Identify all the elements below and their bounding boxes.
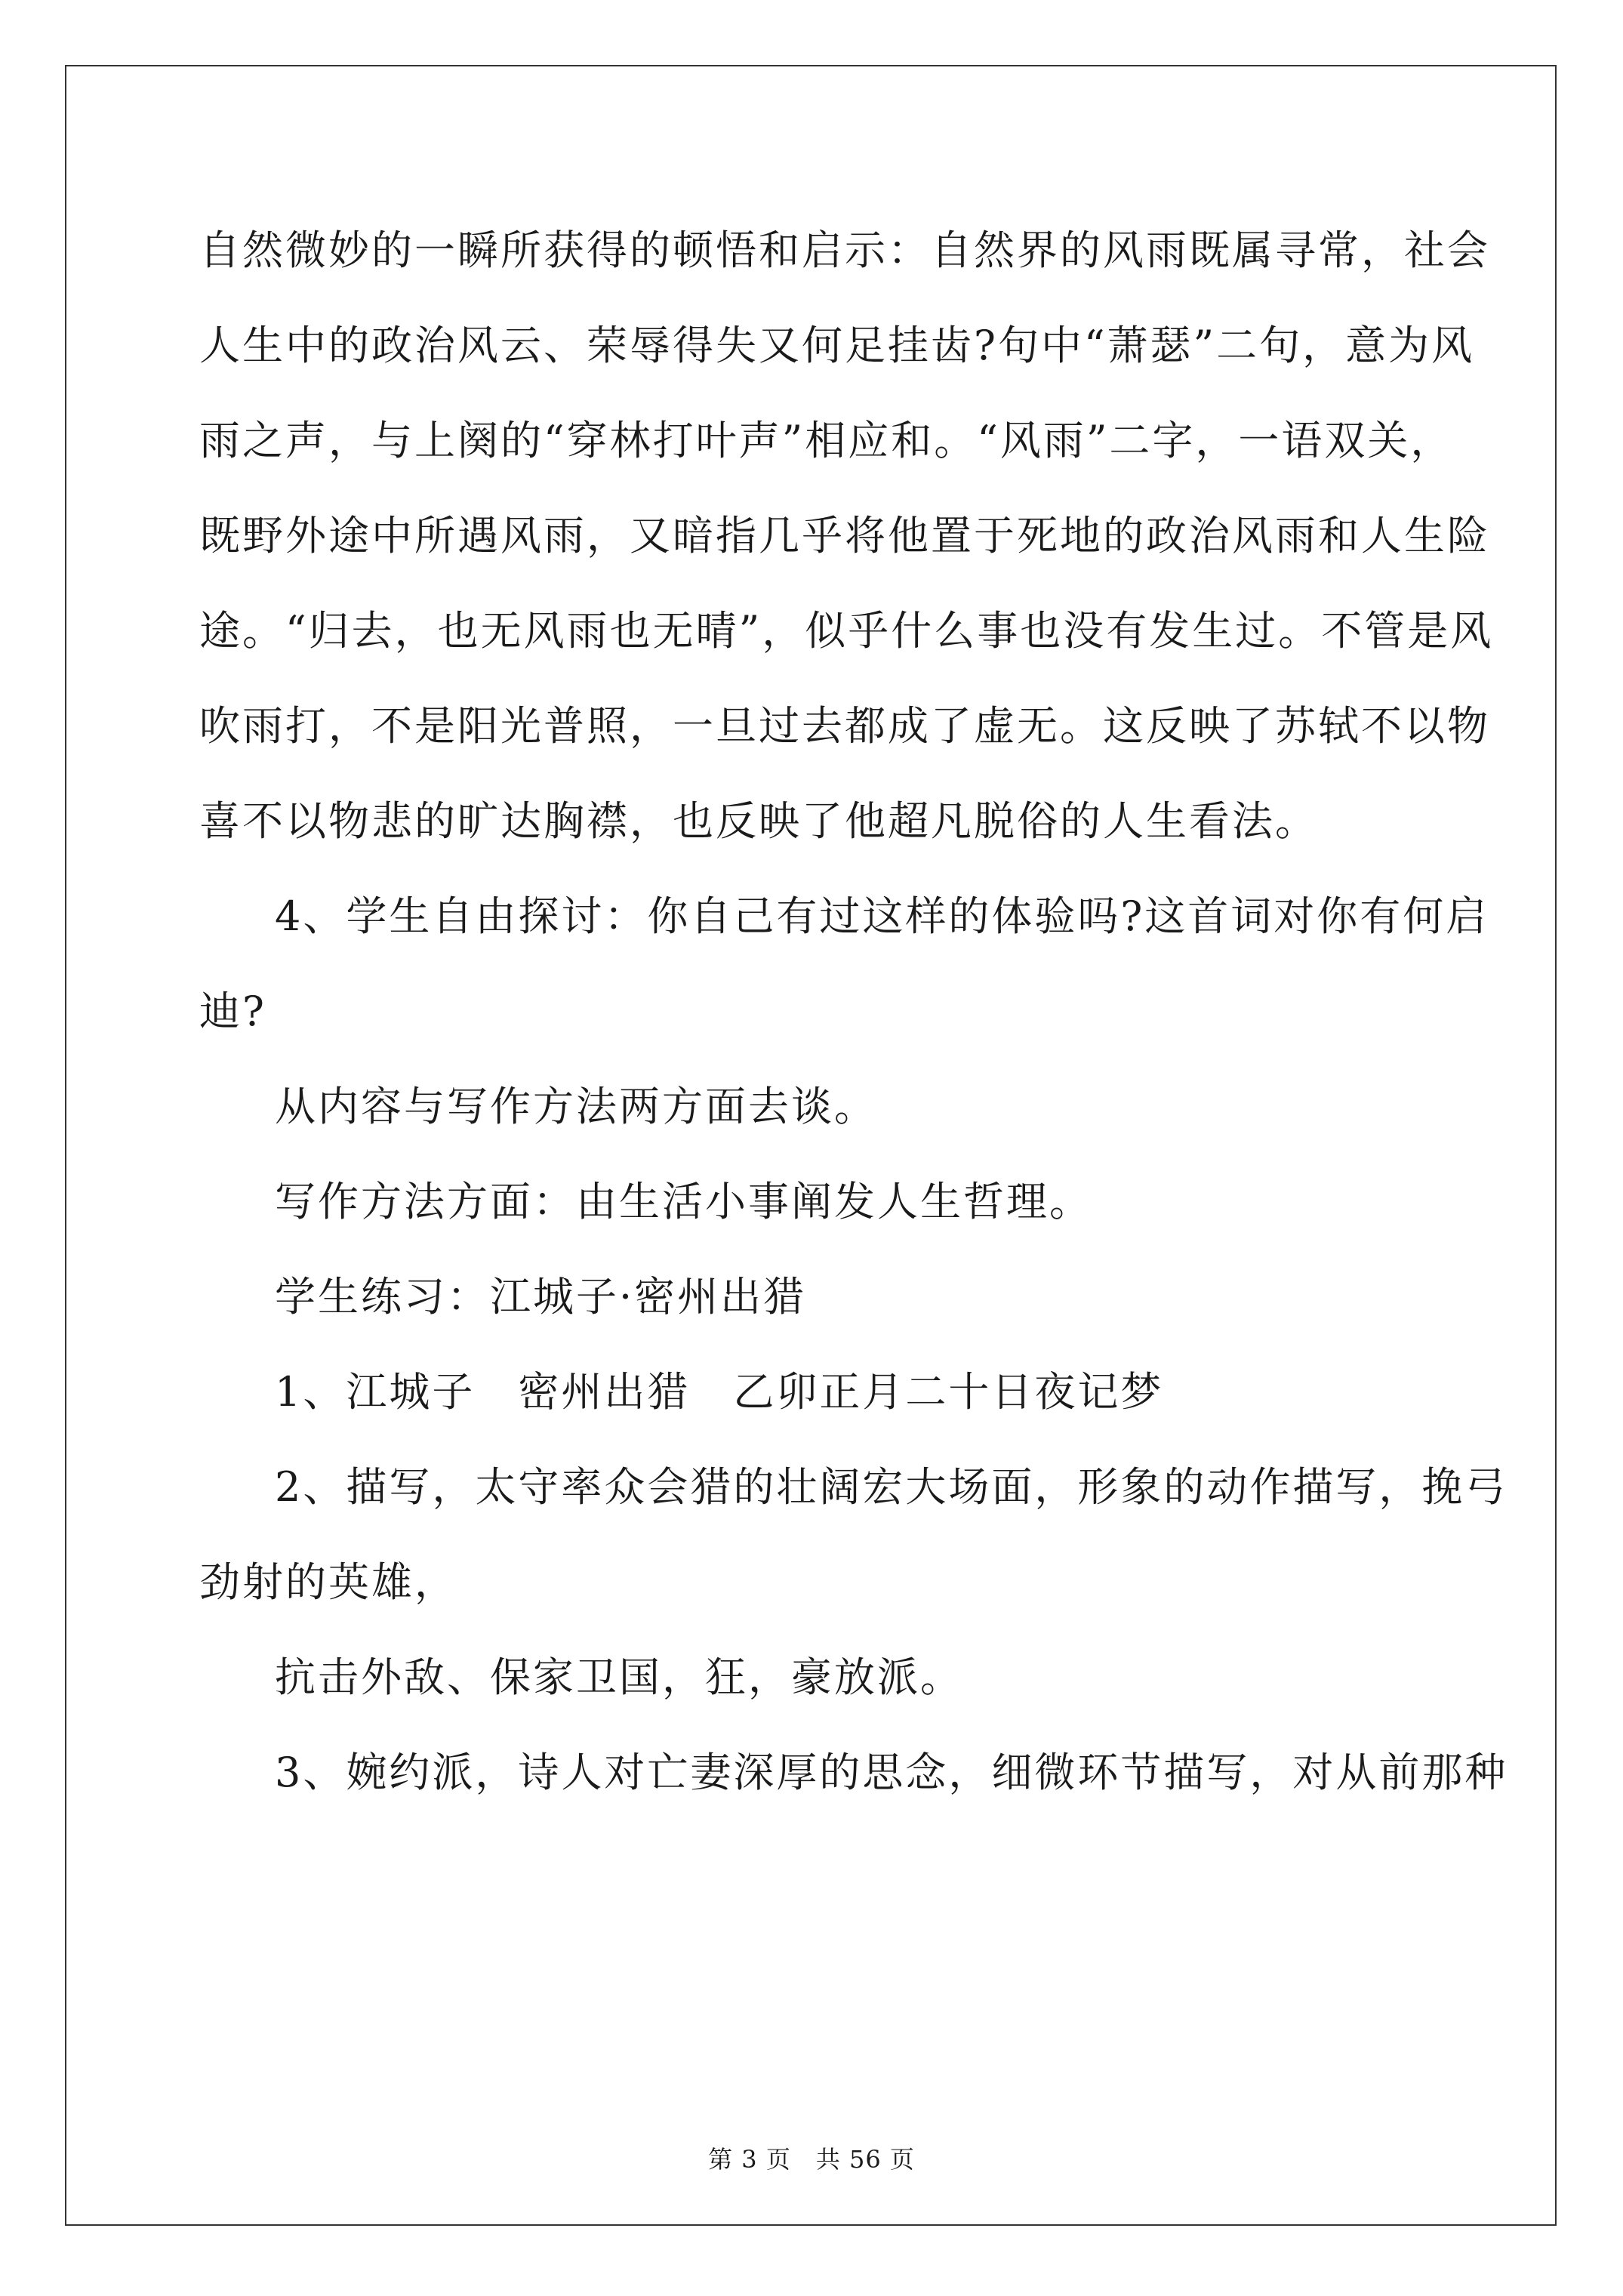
- text-line: 途。“归去，也无风雨也无晴”，似乎什么事也没有发生过。不管是风: [199, 607, 1494, 655]
- text-line: 人生中的政治风云、荣辱得失又何足挂齿?句中“萧瑟”二句，意为风: [199, 322, 1475, 369]
- text-line: 既野外途中所遇风雨，又暗指几乎将他置于死地的政治风雨和人生险: [199, 512, 1490, 559]
- text-line: 迪?: [199, 988, 266, 1035]
- text-line: 4、学生自由探讨：你自己有过这样的体验吗?这首词对你有何启: [275, 892, 1489, 940]
- text-line: 抗击外敌、保家卫国，狂，豪放派。: [275, 1653, 963, 1701]
- text-line: 3、婉约派，诗人对亡妻深厚的思念，细微环节描写，对从前那种: [275, 1749, 1508, 1796]
- page-border: [65, 65, 1557, 2226]
- text-line: 劲射的英雄，: [199, 1558, 457, 1606]
- text-line: 喜不以物悲的旷达胸襟，也反映了他超凡脱俗的人生看法。: [199, 797, 1318, 845]
- text-line: 写作方法方面：由生活小事阐发人生哲理。: [275, 1178, 1092, 1225]
- text-line: 1、江城子 密州出猎 乙卯正月二十日夜记梦: [275, 1368, 1164, 1416]
- text-line: 2、描写，太守率众会猎的壮阔宏大场面，形象的动作描写，挽弓: [275, 1463, 1508, 1511]
- text-line: 自然微妙的一瞬所获得的顿悟和启示：自然界的风雨既属寻常，社会: [199, 227, 1490, 274]
- text-line: 学生练习：江城子·密州出猎: [275, 1273, 807, 1321]
- page-number: 第 3 页 共 56 页: [708, 2145, 915, 2174]
- text-line: 吹雨打，不是阳光普照，一旦过去都成了虚无。这反映了苏轼不以物: [199, 702, 1490, 750]
- text-line: 从内容与写作方法两方面去谈。: [275, 1083, 877, 1130]
- text-line: 雨之声，与上阕的“穿林打叶声”相应和。“风雨”二字，一语双关，: [199, 417, 1454, 464]
